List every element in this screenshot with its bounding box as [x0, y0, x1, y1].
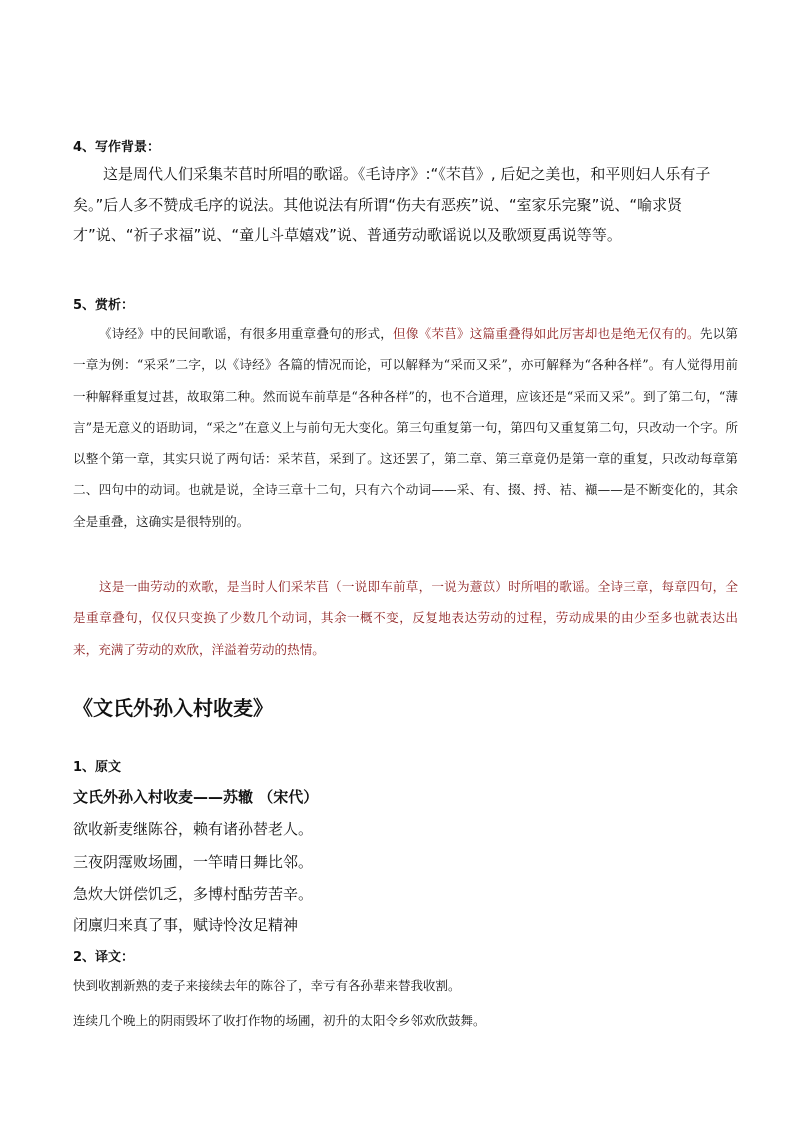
- section4-paragraph: 这是周代人们采集芣苢时所唱的歌谣。《毛诗序》:“《芣苢》, 后妃之美也，和平则妇人乐有子矣。”后人多不赞成毛序的说法。其他说法有所谓“伤夫有恶疾”说、“室家乐完聚”说、“喻求贤才”说、“祈子求福”说、“童儿斗草嬉戏”说、普通劳动歌谣说以及歌颂夏禹说等等。: [73, 165, 711, 244]
- translation-line-2: 连续几个晚上的阴雨毁坏了收打作物的场圃，初升的太阳令乡邻欢欣鼓舞。: [73, 1013, 486, 1028]
- poem-title-line: 文氏外孙入村收麦——苏辙 （宋代）: [73, 788, 319, 806]
- section4-heading: 4、写作背景：: [73, 140, 161, 155]
- poem-line-2: 三夜阴霪败场圃，一竿晴日舞比邻。: [73, 853, 314, 871]
- section5-paragraph-1: [73, 318, 738, 537]
- section5-p1-normal-a: 《诗经》中的民间歌谣，有很多用重章叠句的形式，: [99, 326, 394, 341]
- translation-line-1: 快到收割新熟的麦子来接续去年的陈谷了，幸亏有各孙辈来替我收割。: [73, 978, 461, 993]
- poem-big-title: 《文氏外孙入村收麦》: [73, 696, 273, 720]
- section5-paragraph-2: 这是一曲劳动的欢歌，是当时人们采芣苢（一说即车前草，一说为薏苡）时所唱的歌谣。全诗三章，每章四句，全是重章叠句，仅仅只变换了少数几个动词，其余一概不变，反复地表达劳动的过程，劳动成果的由少至多也就表达出来，充满了劳动的欢欣，洋溢着劳动的热情。: [73, 579, 738, 657]
- poem-line-1: 欲收新麦继陈谷，赖有诸孙替老人。: [73, 820, 314, 838]
- poem-line-3: 急炊大饼偿饥乏，多博村酤劳苦辛。: [73, 885, 314, 903]
- poem-line-4: 闭廪归来真了事，赋诗怜汝足精神: [73, 916, 299, 934]
- section5-heading: 5、赏析：: [73, 298, 135, 313]
- section5-p1-red-a: 但像《芣苢》这篇重叠得如此厉害却也是绝无仅有的。: [393, 326, 700, 341]
- section5-p1-normal-b: 先以第一章为例：“采采”二字，以《诗经》各篇的情况而论，可以解释为“采而又采”，亦可解释为“各种各样”。有人觉得用前一种解释重复过甚，故取第二种。然而说车前草是“各种各样”的，也不合道理，应该还是“采而又采”。到了第二句，“薄言”是无意义的语助词，“采之”在意义上与前句无大变化。第三句重复第一句，第四句又重复第二句，只改动一个字。所以整个第一章，其实只说了两句话：采芣苢，采到了。这还罢了，第二章、第三章竟仍是第一章的重复，只改动每章第二、四句中的动词。也就是说，全诗三章十二句，只有六个动词——采、有、掇、捋、袺、襭——是不断变化的，其余全是重叠，这确实是很特别的。: [73, 326, 739, 529]
- translation-heading: 2、译文：: [73, 950, 135, 965]
- original-heading: 1、原文: [73, 760, 122, 775]
